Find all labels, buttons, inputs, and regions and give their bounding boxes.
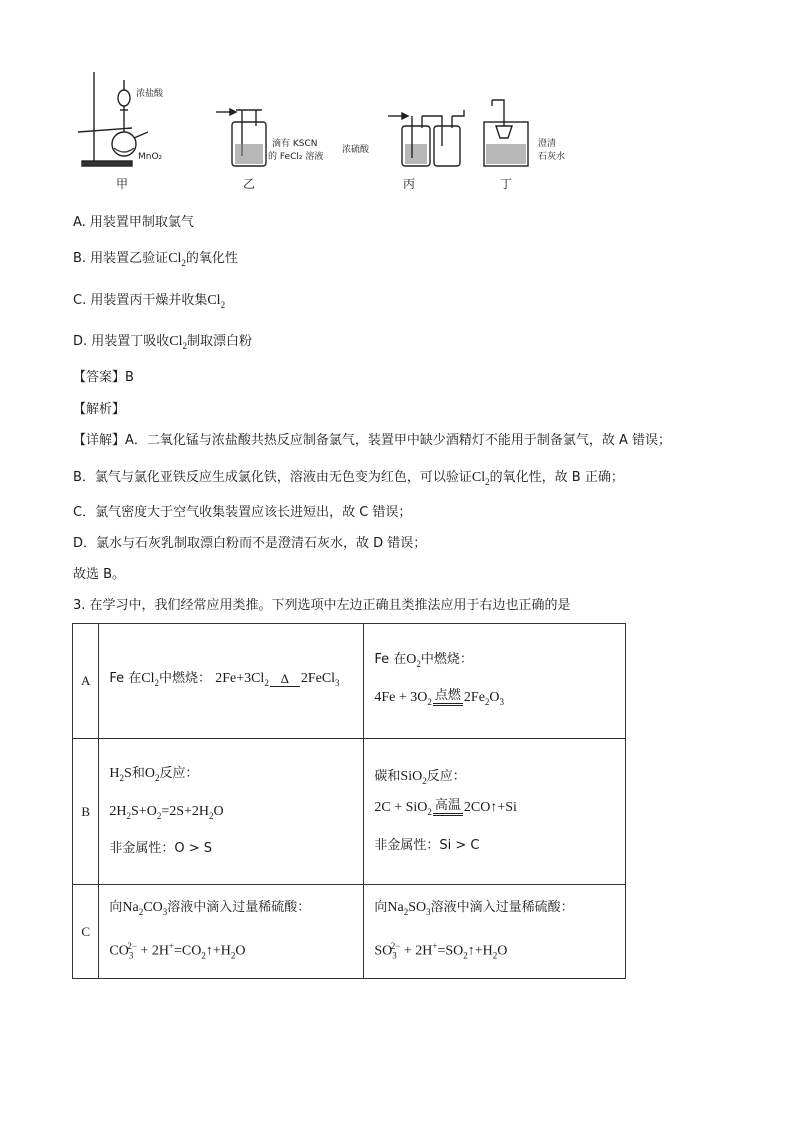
cell-a-right-intro-pre: Fe 在 — [374, 652, 407, 668]
equation-so3: $SO_3^{2-}$ + $2H^+=SO_2↑+H_2O$ — [374, 940, 508, 961]
row-letter-c: C — [73, 885, 99, 979]
label-h2so4: 浓硫酸 — [342, 145, 370, 155]
formula-cl2: $Cl_2$ — [141, 671, 160, 688]
cell-b-left-intro-post: 反应： — [159, 765, 199, 781]
table-row — [73, 885, 626, 979]
detail-b-pre: B．氯气与氯化亚铁反应生成氯化铁，溶液由无色变为红色，可以验证 — [73, 470, 472, 485]
cell-c-left-intro-post: 溶液中滴入过量稀硫酸： — [167, 899, 311, 915]
detail-c: C．氯气密度大于空气收集装置应该长进短出，故 C 错误； — [73, 505, 412, 520]
formula-na2so3: $Na_2SO_3$ — [387, 899, 431, 917]
caption-jia: 甲 — [116, 177, 129, 191]
detail-b — [73, 469, 624, 491]
cell-c-right — [364, 885, 626, 979]
detail-a: 【详解】A．二氧化锰与浓盐酸共热反应制备氯气，装置甲中缺少酒精灯不能用于制备氯气，故 A 错误； — [73, 433, 672, 448]
option-d-post: 制取漂白粉 — [187, 334, 253, 349]
option-c-pre: C. 用装置丙干燥并收集 — [73, 293, 208, 308]
cell-a-right — [364, 624, 626, 739]
equation-co3: $CO_3^{2-}$ + $2H^+=CO_2↑+H_2O$ — [109, 940, 246, 961]
formula-cl2: $Cl_2$ — [168, 251, 186, 268]
row-letter-b: B — [73, 739, 99, 885]
option-a[interactable]: A. 用装置甲制取氯气 — [73, 215, 194, 230]
label-kscn-1: 滴有 KSCN — [272, 139, 318, 149]
caption-ding: 丁 — [500, 177, 513, 191]
option-b[interactable] — [73, 250, 238, 272]
option-b-post: 的氧化性 — [185, 251, 238, 266]
conclusion: 故选 B。 — [73, 567, 126, 582]
equation-fe-o2: $4Fe + 3O_2$ 点燃 $2Fe_2O_3$ — [374, 687, 505, 707]
formula-cl2: $Cl_2$ — [169, 334, 188, 351]
cell-c-right-intro-pre: 向 — [374, 899, 388, 915]
caption-bing: 丙 — [403, 177, 416, 191]
apparatus-figure — [72, 66, 592, 198]
option-d-pre: D. 用装置丁吸收 — [73, 334, 170, 349]
detail-b-post: 的氧化性，故 B 正确； — [489, 470, 624, 485]
label-hcl: 浓盐酸 — [136, 89, 164, 99]
apparatus-yi — [216, 109, 266, 166]
apparatus-bing — [388, 110, 464, 166]
cell-b-left — [99, 739, 364, 885]
formula-na2co3: $Na_2CO_3$ — [122, 899, 168, 917]
table-row — [73, 624, 626, 739]
analogy-table — [72, 623, 626, 979]
cell-b-left-intro-mid: 和 — [131, 765, 145, 781]
option-b-pre: B. 用装置乙验证 — [73, 251, 169, 266]
formula-o2: $O_2$ — [406, 652, 421, 669]
formula-cl2: $Cl_2$ — [207, 293, 226, 310]
equation-fe-cl2: $2Fe+3Cl_2$ Δ 2FeCl$_3$ — [215, 670, 340, 688]
option-c[interactable] — [73, 292, 225, 314]
cell-c-left — [99, 885, 364, 979]
answer-label: 【答案】B — [73, 370, 134, 385]
cell-b-right-intro-pre: 碳和 — [374, 768, 401, 784]
cell-b-right-intro-post: 反应： — [426, 768, 466, 784]
label-kscn-2: 的 FeCl₂ 溶液 — [268, 152, 324, 162]
label-lime-1: 澄清 — [538, 139, 557, 149]
caption-yi: 乙 — [243, 177, 256, 191]
cell-c-left-intro-pre: 向 — [109, 899, 123, 915]
formula-h2s: $H_2S$ — [109, 765, 132, 783]
cell-a-right-intro-post: 中燃烧： — [420, 652, 473, 668]
formula-sio2: SiO$_2$ — [400, 768, 427, 786]
cell-b-right — [364, 739, 626, 885]
cell-a-left-intro-pre: Fe 在 — [109, 671, 142, 687]
formula-cl2: $Cl_2$ — [471, 470, 490, 487]
condition-ignite: 点燃 — [434, 687, 461, 703]
condition-heat: Δ — [280, 670, 289, 686]
equation-c-sio2: 2C + SiO$_2$ 高温 2CO↑+Si — [374, 798, 517, 818]
label-mno2: MnO₂ — [138, 152, 163, 162]
apparatus-ding — [484, 100, 528, 166]
cell-c-right-intro-post: 溶液中滴入过量稀硫酸： — [430, 899, 574, 915]
condition-high-temp: 高温 — [434, 798, 461, 814]
cell-a-left — [99, 624, 364, 739]
row-letter-a: A — [73, 624, 99, 739]
formula-o2: $O_2$ — [144, 765, 160, 783]
analysis-label: 【解析】 — [73, 402, 126, 417]
option-d[interactable] — [73, 333, 252, 355]
table-row — [73, 739, 626, 885]
cell-b-right-prop: 非金属性：Si > C — [374, 838, 480, 854]
equation-h2s-o2: $2H_2S+O_2=2S+2H_2O$ — [109, 803, 224, 821]
label-lime-2: 石灰水 — [538, 152, 566, 162]
cell-a-left-intro-post: 中燃烧： — [159, 671, 212, 687]
cell-b-left-prop: 非金属性：O > S — [109, 841, 213, 857]
question-3-stem: 3. 在学习中，我们经常应用类推。下列选项中左边正确且类推法应用于右边也正确的是 — [73, 598, 571, 613]
detail-d: D．氯水与石灰乳制取漂白粉而不是澄清石灰水，故 D 错误； — [73, 536, 427, 551]
